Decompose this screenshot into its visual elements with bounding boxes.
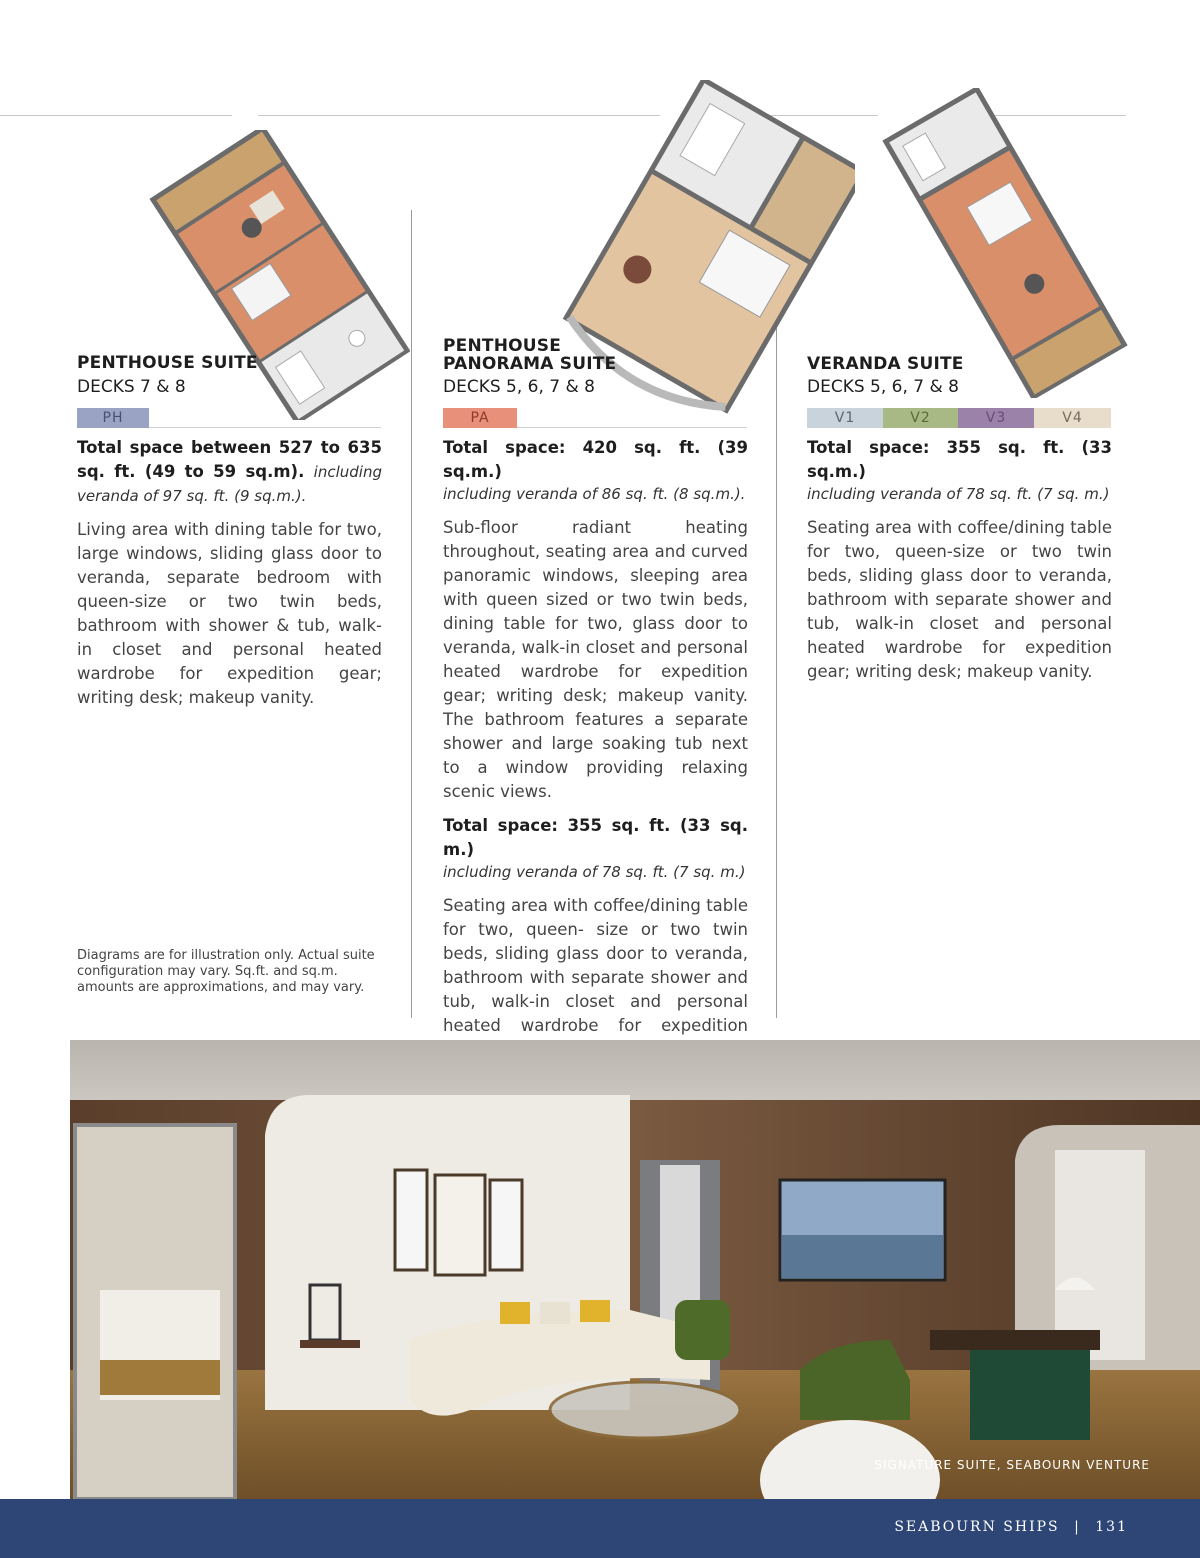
badge-v1: V1 <box>807 408 883 428</box>
photo-caption: SIGNATURE SUITE, SEABOURN VENTURE <box>874 1458 1150 1472</box>
badge-v4: V4 <box>1034 408 1111 428</box>
panorama-suite-total-2: Total space: 355 sq. ft. (33 sq. m.) <box>443 816 748 859</box>
panorama-suite-title-line2: PANORAMA SUITE <box>443 354 617 374</box>
badge-pa: PA <box>443 408 517 428</box>
column-divider-1 <box>411 210 412 1018</box>
panorama-suite-title-line1: PENTHOUSE <box>443 336 562 356</box>
veranda-suite-floorplan <box>870 88 1140 398</box>
penthouse-suite-total-bold: Total space between 527 to 635 sq. ft. (49 to 59 sq.m). <box>77 438 382 481</box>
panorama-suite-total-2-italic: including veranda of 78 sq. ft. (7 sq. m.) <box>443 863 746 881</box>
badge-rule-1 <box>149 427 381 428</box>
veranda-suite-description: Seating area with coffee/dining table for two, queen-size or two twin beds, sliding glass door to veranda, bathroom with separate shower and tub, walk-in closet and personal heated wardrobe for expedition gear; writing desk; makeup vanity. <box>807 518 1112 681</box>
panorama-suite-total-italic: including veranda of 86 sq. ft. (8 sq.m.). <box>443 485 746 503</box>
penthouse-suite-decks: DECKS 7 & 8 <box>77 377 186 397</box>
penthouse-suite-details <box>77 436 382 710</box>
panorama-suite-description-2: Seating area with coffee/dining table for two, queen- size or two twin beds, sliding glass door to veranda, bathroom with separate shower and tub, walk-in closet and personal heated wardrobe for expedition <box>443 896 748 1035</box>
panorama-suite-details <box>443 436 748 1062</box>
penthouse-suite-title: PENTHOUSE SUITE <box>77 353 258 373</box>
diagram-disclaimer: Diagrams are for illustration only. Actual suite configuration may vary. Sq.ft. and sq.m. amounts are approximations, and may vary. <box>77 948 375 995</box>
footer-separator: | <box>1074 1519 1081 1535</box>
veranda-suite-total: Total space: 355 sq. ft. (33 sq.m.) <box>807 438 1112 481</box>
veranda-suite-total-italic: including veranda of 78 sq. ft. (7 sq. m.) <box>807 485 1110 503</box>
top-rule-left <box>0 115 232 116</box>
badge-v2: V2 <box>883 408 958 428</box>
veranda-suite-decks: DECKS 5, 6, 7 & 8 <box>807 377 959 397</box>
badge-rule-2 <box>517 427 747 428</box>
veranda-suite-title: VERANDA SUITE <box>807 354 964 374</box>
page-number: 131 <box>1095 1519 1128 1535</box>
signature-suite-photo <box>70 1040 1200 1499</box>
page-footer <box>0 1499 1200 1558</box>
penthouse-suite-description: Living area with dining table for two, large windows, sliding glass door to veranda, separate bedroom with queen-size or two twin beds, bathroom with shower & tub, walk-in closet and personal heated wardrobe for expedition gear; writing desk; makeup vanity. <box>77 520 382 707</box>
badge-ph: PH <box>77 408 149 428</box>
panorama-suite-total: Total space: 420 sq. ft. (39 sq.m.) <box>443 438 748 481</box>
panorama-suite-decks: DECKS 5, 6, 7 & 8 <box>443 377 595 397</box>
footer-text <box>894 1519 1128 1535</box>
penthouse-suite-total <box>77 436 382 508</box>
penthouse-suite-total-italic: including veranda of 97 sq. ft. (9 sq.m.). <box>77 463 382 505</box>
badge-v3: V3 <box>958 408 1034 428</box>
footer-brand: SEABOURN SHIPS <box>894 1519 1060 1535</box>
veranda-suite-details <box>807 436 1112 684</box>
panorama-suite-description: Sub-floor radiant heating throughout, seating area and curved panoramic windows, sleeping area with queen sized or two twin beds, dining table for two, glass door to veranda, walk-in closet and personal heated wardrobe for expedition gear; writing desk; makeup vanity. The bathroom features a separate shower and large soaking tub next to a window providing relaxing scenic views. <box>443 518 748 801</box>
